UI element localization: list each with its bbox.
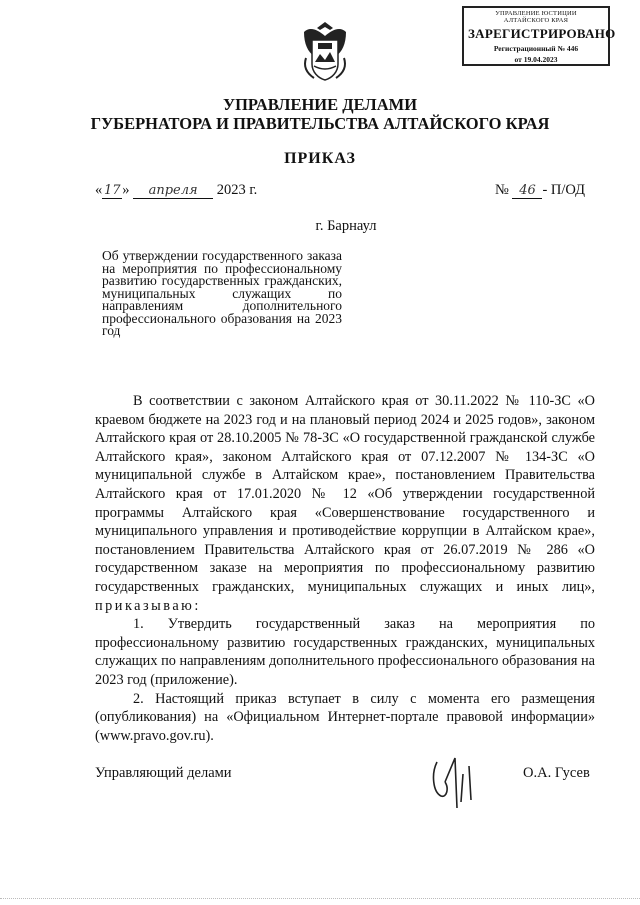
signatory-position: Управляющий делами	[95, 765, 232, 781]
date-day: 17	[103, 183, 121, 198]
coat-of-arms-icon	[296, 18, 354, 84]
city: г. Барнаул	[315, 218, 377, 234]
registration-stamp	[462, 6, 616, 66]
scan-edge-divider	[0, 898, 640, 900]
document-type: ПРИКАЗ	[284, 150, 356, 167]
order-number	[495, 182, 585, 199]
stamp-status: ЗАРЕГИСТРИРОВАНО	[468, 26, 616, 41]
stamp-reg-date: от 19.04.2023	[514, 55, 558, 64]
item-1: 1. Утвердить государственный заказ на мероприятия по профессиональному развитию государственных гражданских, муниципальных служащих по направлениям дополнительного профессионального образования на 2023 год (приложение).	[95, 616, 595, 688]
issuer-line2: ГУБЕРНАТОРА И ПРАВИТЕЛЬСТВА АЛТАЙСКОГО КРАЯ	[90, 114, 550, 133]
date-year: 2023 г.	[216, 182, 258, 198]
date-month: апреля	[133, 183, 213, 199]
stamp-org-line1: УПРАВЛЕНИЕ ЮСТИЦИИ	[495, 10, 577, 17]
issuer-line1: УПРАВЛЕНИЕ ДЕЛАМИ	[222, 95, 418, 114]
order-date	[95, 182, 257, 199]
preamble-text: В соответствии с законом Алтайского края от 30.11.2022 № 110-ЗС «О краевом бюджете на 2023 год и на плановый период 2024 и 2025 годов», законом Алтайского края от 28.10.2005 № 78-ЗС «О государственной гражданской службе Алтайского края», законом Алтайского края от 07.12.2007 № 134-ЗС «О муниципальной службе в Алтайском крае», постановлением Правительства Алтайского края от 17.01.2020 № 12 «Об утверждении государственной программы Алтайского края «Совершенствование государственного и муниципального управления и противодействие коррупции в Алтайском крае», постановлением Правительства Алтайского края от 26.07.2019 № 286 «О государственном заказе на мероприятия по профессиональному развитию государственных гражданских, муниципальных служащих и иных лиц»,	[95, 393, 595, 595]
preamble-paragraph	[95, 392, 595, 615]
decree-word: приказываю:	[95, 597, 201, 614]
number-prefix: №	[495, 182, 509, 198]
stamp-reg-number: Регистрационный № 446	[493, 44, 579, 53]
number-suffix: - П/ОД	[542, 182, 586, 198]
date-close-quote: »	[122, 182, 130, 198]
date-open-quote: «	[95, 182, 103, 198]
signatory-name: О.А. Гусев	[523, 765, 590, 781]
number-value: 46	[512, 183, 542, 199]
order-subject: Об утверждении государственного заказа на мероприятия по профессиональному развитию государственных гражданских, муниципальных служащих по направлениям дополнительного профессионального образования на 2023 год	[102, 248, 342, 338]
handwritten-signature	[425, 752, 495, 812]
item-2: 2. Настоящий приказ вступает в силу с момента его размещения (опубликования) на «Официальном Интернет-портале правовой информации» (www.pravo.gov.ru).	[95, 690, 595, 744]
stamp-org-line2: АЛТАЙСКОГО КРАЯ	[503, 17, 569, 24]
order-body	[95, 392, 595, 745]
